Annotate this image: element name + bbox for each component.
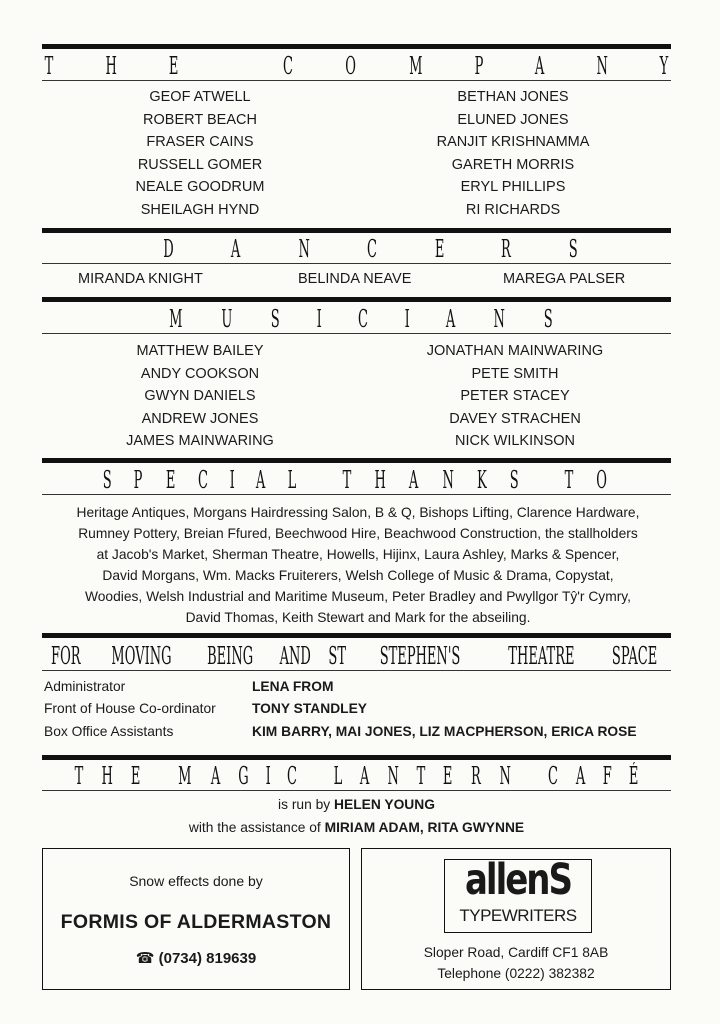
musician-name: JONATHAN MAINWARING [426, 343, 604, 359]
company-member: RANJIT KRISHNAMMA [436, 134, 590, 150]
heading-letter: THEATRE [508, 642, 575, 670]
heading-letter: R [501, 235, 512, 263]
musicians-list-left [100, 340, 300, 453]
company-member: SHEILAGH HYND [140, 201, 260, 218]
company-member: RI RICHARDS [465, 201, 561, 218]
heading-letter: U [221, 305, 233, 333]
musician-name: NICK WILKINSON [454, 433, 576, 449]
heading-letter: A [534, 52, 545, 80]
musician-name: ANDREW JONES [141, 410, 259, 427]
allens-logo-text: allenS [464, 855, 571, 905]
heading-letter: E [168, 52, 179, 80]
company-member: ELUNED JONES [457, 111, 569, 128]
heading-letter: A [575, 762, 586, 790]
heading-letter: C [357, 305, 368, 333]
heading-underline [42, 333, 671, 334]
heading-underline [42, 80, 671, 81]
section-rule [42, 458, 671, 463]
phone-icon: ☎ [135, 949, 155, 967]
staff-role: Front of House Co-ordinator [44, 701, 216, 716]
heading-letter: C [197, 466, 208, 494]
heading-letter: N [493, 305, 506, 333]
heading-letter [157, 762, 161, 790]
heading-underline [42, 494, 671, 495]
heading-letter: AND [279, 642, 311, 670]
heading-letter: N [387, 762, 399, 790]
snow-company: FORMIS OF ALDERMASTON [60, 911, 332, 933]
heading-letter: E [443, 762, 453, 790]
musician-name: MATTHEW BAILEY [136, 343, 264, 359]
thanks-line: Woodies, Welsh Industrial and Maritime Museum, Peter Bradley and Pwyllgor Tŷ'r Cymry, [84, 589, 631, 604]
musician-name: DAVEY STRACHEN [449, 410, 581, 427]
heading-letter: P [474, 52, 484, 80]
heading-letter: E [131, 762, 141, 790]
heading-letter: N [298, 235, 310, 263]
allens-logo [444, 855, 592, 933]
cafe-assistance: with the assistance of MIRIAM ADAM, RITA GWYNNE [188, 820, 525, 835]
musician-name: ANDY COOKSON [140, 365, 260, 382]
musician-name: GWYN DANIELS [144, 388, 256, 404]
thanks-heading [100, 465, 610, 495]
heading-letter: É [629, 762, 639, 790]
company-member: ERYL PHILLIPS [460, 179, 566, 195]
heading-letter [539, 466, 543, 494]
heading-letter: Y [659, 52, 669, 80]
staff-name: LENA FROM [252, 679, 334, 694]
heading-letter: I [229, 466, 235, 494]
heading-letter: ST [328, 642, 347, 670]
company-member: ROBERT BEACH [143, 111, 257, 128]
heading-letter: T [417, 762, 426, 790]
cafe-assistants: MIRIAM ADAM, RITA GWYNNE [324, 820, 525, 835]
heading-underline [42, 670, 671, 671]
company-member: BETHAN JONES [457, 89, 569, 105]
heading-underline [42, 263, 671, 264]
staff-role: Administrator [44, 679, 126, 694]
snow-phone-row [43, 949, 349, 967]
musician-name: PETER STACEY [460, 388, 570, 404]
thanks-line: Heritage Antiques, Morgans Hairdressing Salon, B & Q, Bishops Lifting, Clarence Hardware, [76, 505, 640, 520]
thanks-line: David Morgans, Wm. Macks Fruiterers, Welsh College of Music & Drama, Copystat, [102, 568, 614, 583]
cafe-run-by: is run by HELEN YOUNG [278, 797, 435, 812]
heading-letter: STEPHEN'S [379, 642, 461, 670]
company-member: RUSSELL GOMER [137, 156, 263, 173]
heading-letter: M [178, 762, 192, 790]
thanks-line: Rumney Pottery, Breian Ffured, Beechwood Hire, Beachwood Construction, the stallholders [78, 526, 638, 541]
heading-letter: S [102, 466, 112, 494]
heading-letter: G [238, 762, 249, 790]
heading-letter [228, 52, 232, 80]
company-member: FRASER CAINS [146, 134, 254, 150]
snow-effects-box [42, 848, 350, 990]
allens-telephone: Telephone (0222) 382382 [437, 966, 595, 981]
allens-logo-sub: TYPEWRITERS [459, 906, 577, 925]
heading-letter: L [333, 762, 343, 790]
heading-letter: T [44, 52, 54, 80]
company-member: NEALE GOODRUM [135, 179, 265, 195]
dancer-name: BELINDA NEAVE [298, 271, 412, 287]
heading-letter: C [282, 52, 293, 80]
heading-letter: L [288, 466, 297, 494]
heading-letter: K [476, 466, 487, 494]
section-rule [42, 44, 671, 49]
heading-letter: MOVING [111, 642, 172, 670]
heading-letter: I [316, 305, 322, 333]
heading-letter: D [163, 235, 174, 263]
heading-letter: C [367, 235, 378, 263]
heading-letter: S [568, 235, 578, 263]
snow-intro: Snow effects done by [129, 873, 263, 889]
heading-letter: I [404, 305, 410, 333]
section-rule [42, 228, 671, 233]
allens-address: Sloper Road, Cardiff CF1 8AB [423, 945, 609, 960]
section-rule [42, 755, 671, 760]
heading-letter: T [74, 762, 84, 790]
heading-letter: N [596, 52, 608, 80]
section-rule [42, 633, 671, 638]
company-list-left [100, 86, 300, 221]
heading-letter: O [596, 466, 607, 494]
musicians-heading [165, 304, 555, 334]
company-member: GARETH MORRIS [451, 156, 575, 173]
heading-letter: BEING [206, 642, 253, 670]
dancer-name: MAREGA PALSER [503, 271, 626, 287]
thanks-line: David Thomas, Keith Stewart and Mark for the abseiling. [185, 610, 531, 625]
heading-letter: E [434, 235, 445, 263]
heading-letter: I [265, 762, 271, 790]
heading-letter: A [359, 762, 370, 790]
company-member: GEOF ATWELL [149, 89, 251, 105]
heading-letter: A [256, 466, 266, 494]
heading-letter: T [342, 466, 352, 494]
cafe-manager: HELEN YOUNG [334, 797, 435, 812]
thanks-line: at Jacob's Market, Sherman Theatre, Howells, Hijinx, Laura Ashley, Marks & Spencer, [96, 547, 620, 562]
heading-letter: A [445, 305, 456, 333]
heading-letter [313, 762, 317, 790]
company-heading [42, 51, 671, 81]
heading-letter: H [105, 52, 117, 80]
heading-letter: H [374, 466, 386, 494]
heading-letter: F [602, 762, 612, 790]
heading-letter: O [344, 52, 356, 80]
heading-letter: SPACE [611, 642, 658, 670]
heading-letter: A [210, 762, 221, 790]
heading-letter: N [442, 466, 454, 494]
thanks-text [36, 502, 680, 628]
staff-name: KIM BARRY, MAI JONES, LIZ MACPHERSON, ERICA ROSE [252, 724, 637, 739]
heading-letter: A [231, 235, 241, 263]
heading-letter: M [169, 305, 183, 333]
musician-name: PETE SMITH [471, 365, 559, 382]
cafe-heading [72, 761, 642, 791]
heading-letter: H [101, 762, 113, 790]
heading-letter: E [165, 466, 175, 494]
dancer-name: MIRANDA KNIGHT [78, 271, 203, 287]
musicians-list-right [400, 340, 630, 453]
heading-letter [527, 762, 531, 790]
section-rule [42, 297, 671, 302]
heading-letter: S [270, 305, 280, 333]
heading-letter: S [509, 466, 519, 494]
heading-letter: R [470, 762, 481, 790]
heading-letter: N [499, 762, 511, 790]
heading-letter: FOR [51, 642, 81, 670]
heading-letter: M [408, 52, 422, 80]
heading-letter: S [543, 305, 553, 333]
staff-role: Box Office Assistants [44, 724, 174, 739]
heading-letter: C [547, 762, 558, 790]
heading-letter: T [564, 466, 574, 494]
heading-letter: P [134, 466, 143, 494]
heading-underline [42, 790, 671, 791]
company-list-right [413, 86, 613, 221]
allens-box [361, 848, 671, 990]
staff-name: TONY STANDLEY [252, 701, 367, 716]
heading-letter: A [409, 466, 419, 494]
dancers-heading [160, 234, 580, 264]
musician-name: JAMES MAINWARING [126, 433, 274, 449]
heading-letter [318, 466, 322, 494]
snow-phone: (0734) 819639 [158, 950, 257, 967]
heading-letter: C [287, 762, 298, 790]
venue-heading [42, 641, 671, 671]
